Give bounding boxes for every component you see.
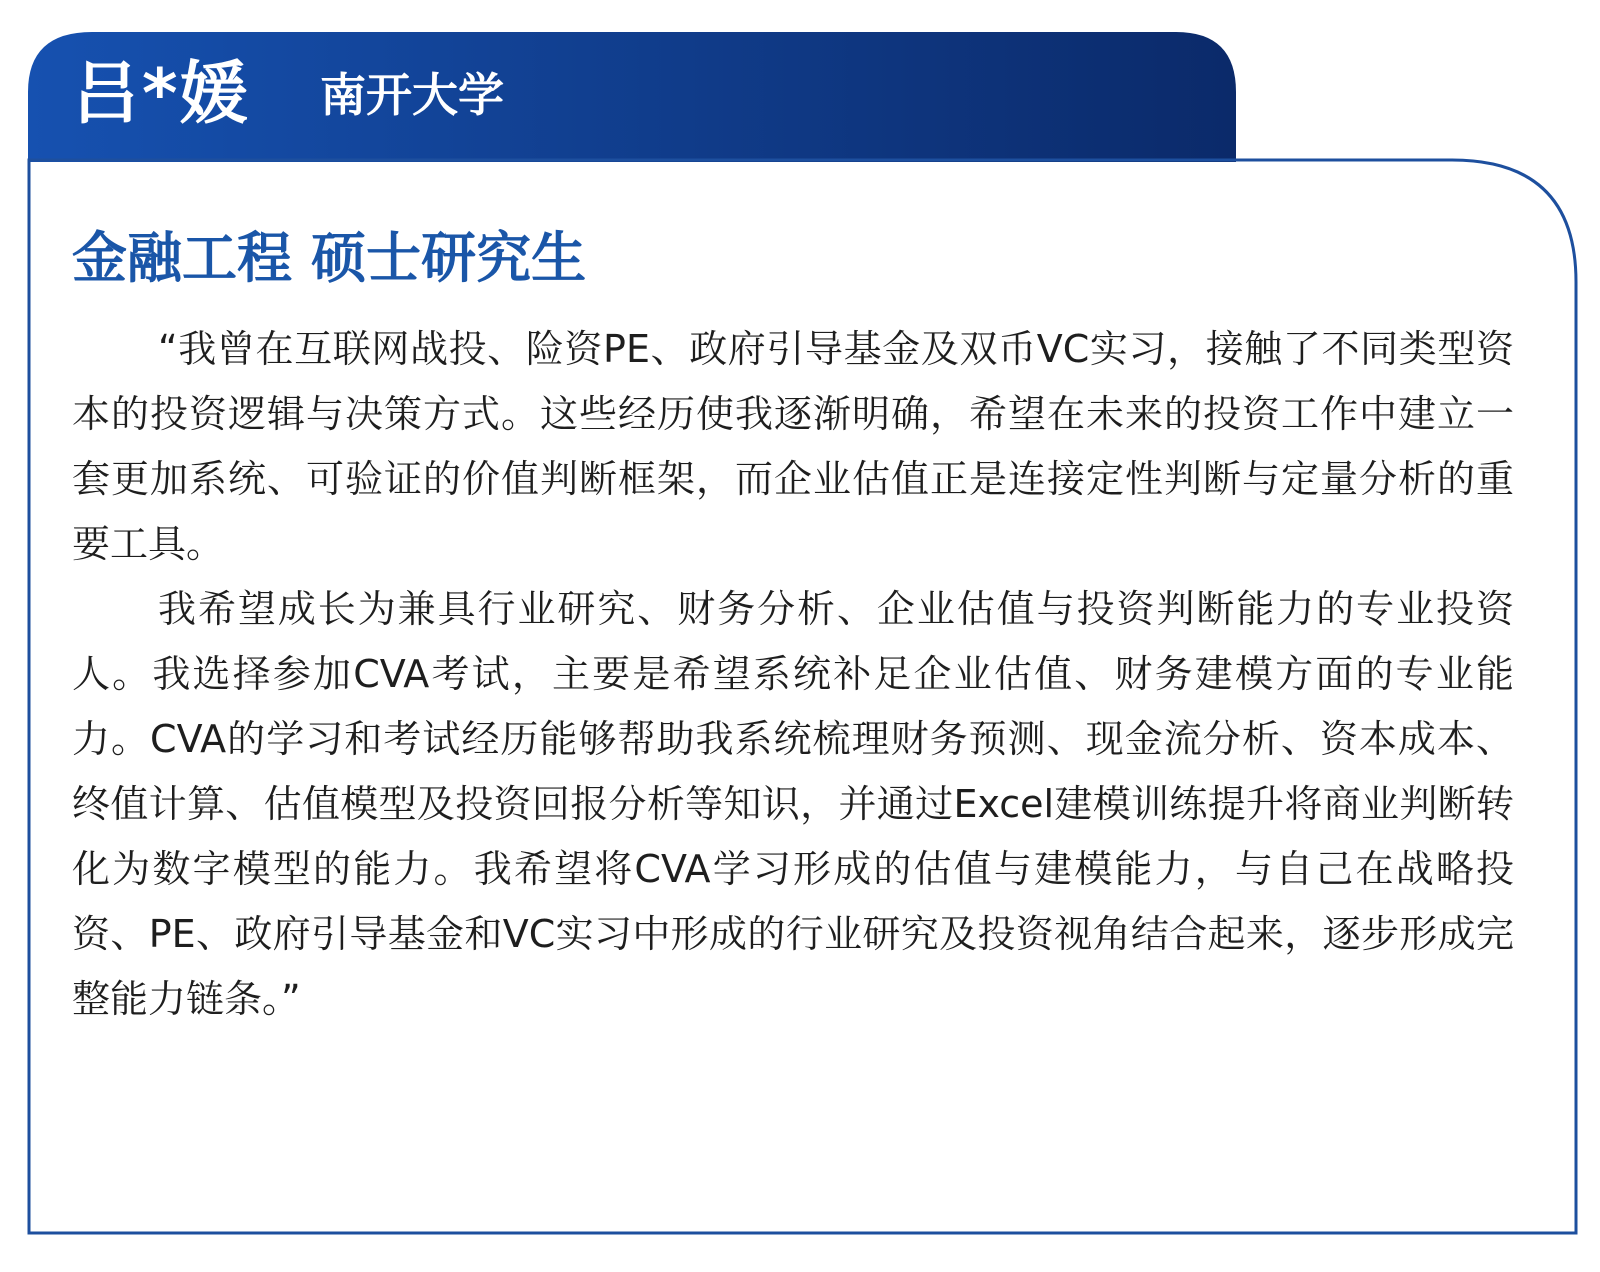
student-name: 吕*媛 — [72, 55, 250, 134]
school-name: 南开大学 — [320, 68, 504, 122]
program-title: 金融工程 硕士研究生 — [72, 226, 587, 290]
testimonial-paragraph: “我曾在互联网战投、险资PE、政府引导基金及双币VC实习，接触了不同类型资本的投资逻辑与决策方式。这些经历使我逐渐明确，希望在未来的投资工作中建立一套更加系统、可验证的价值判断框架，而企业估值正是连接定性判断与定量分析的重要工具。 — [72, 327, 1514, 566]
testimonial-body — [72, 317, 1514, 1032]
testimonial-paragraph: 我希望成长为兼具行业研究、财务分析、企业估值与投资判断能力的专业投资人。我选择参加CVA考试，主要是希望系统补足企业估值、财务建模方面的专业能力。CVA的学习和考试经历能够帮助我系统梳理财务预测、现金流分析、资本成本、终值计算、估值模型及投资回报分析等知识，并通过Excel建模训练提升将商业判断转化为数字模型的能力。我希望将CVA学习形成的估值与建模能力，与自己在战略投资、PE、政府引导基金和VC实习中形成的行业研究及投资视角结合起来，逐步形成完整能力链条。” — [72, 587, 1514, 1021]
